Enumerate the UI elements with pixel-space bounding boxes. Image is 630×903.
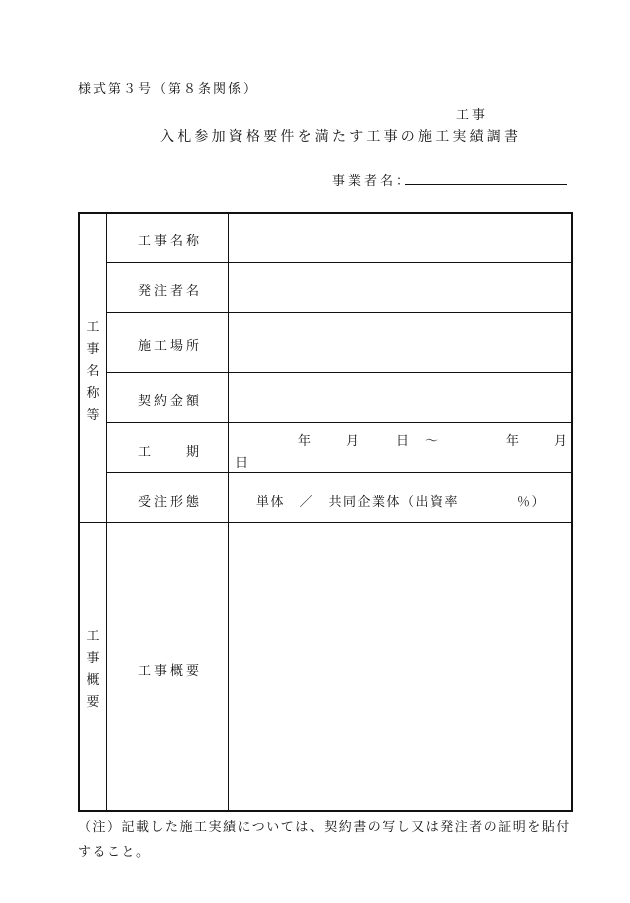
divider-h5: [106, 472, 571, 473]
period-day-start: 日: [396, 434, 413, 449]
construction-label: 工事: [456, 108, 489, 123]
group2-char: 事: [86, 651, 100, 666]
row-label-amount: 契約金額: [138, 394, 203, 409]
divider-h4: [106, 422, 571, 423]
amount-field[interactable]: [229, 373, 571, 422]
row-label-work-name: 工事名称: [138, 234, 203, 249]
group1-char: 名: [86, 364, 100, 379]
group2-char: 概: [86, 673, 100, 688]
period-month-end: 月: [554, 434, 571, 449]
period-tilde: ～: [425, 434, 442, 449]
period-year-start: 年: [298, 434, 315, 449]
divider-v1: [106, 214, 107, 810]
row-label-overview: 工事概要: [138, 664, 203, 679]
row-label-client: 発注者名: [138, 284, 203, 299]
row-label-location: 施工場所: [138, 339, 203, 354]
period-day-end: 日: [235, 456, 252, 471]
group-label-work-info: [85, 317, 101, 427]
work-name-field[interactable]: [229, 214, 571, 262]
document-title: 入札参加資格要件を満たす工事の施工実績調書: [160, 129, 522, 145]
row-label-period: 工 期: [138, 445, 203, 460]
overview-field[interactable]: [229, 523, 571, 810]
note: （注）記載した施工実績については、契約書の写し又は発注者の証明を貼付すること。: [78, 820, 571, 860]
group1-char: 事: [86, 342, 100, 357]
location-field[interactable]: [229, 313, 571, 372]
contractor-label: 事業者名：: [332, 174, 413, 189]
group1-char: 工: [86, 320, 100, 335]
period-month-start: 月: [346, 434, 363, 449]
group2-char: 工: [86, 629, 100, 644]
row-label-form: 受注形態: [138, 495, 203, 510]
record-table: [78, 212, 573, 812]
period-year-end: 年: [506, 434, 523, 449]
form-value: 単体 ／ 共同企業体（出資率 ％）: [256, 495, 547, 510]
group-label-overview: [85, 626, 101, 714]
client-field[interactable]: [229, 263, 571, 312]
group1-char: 称: [86, 386, 100, 401]
group2-char: 要: [86, 695, 100, 710]
form-number: 様式第３号（第８条関係）: [78, 82, 259, 97]
group1-char: 等: [86, 408, 100, 423]
contractor-name-line[interactable]: [405, 184, 567, 185]
